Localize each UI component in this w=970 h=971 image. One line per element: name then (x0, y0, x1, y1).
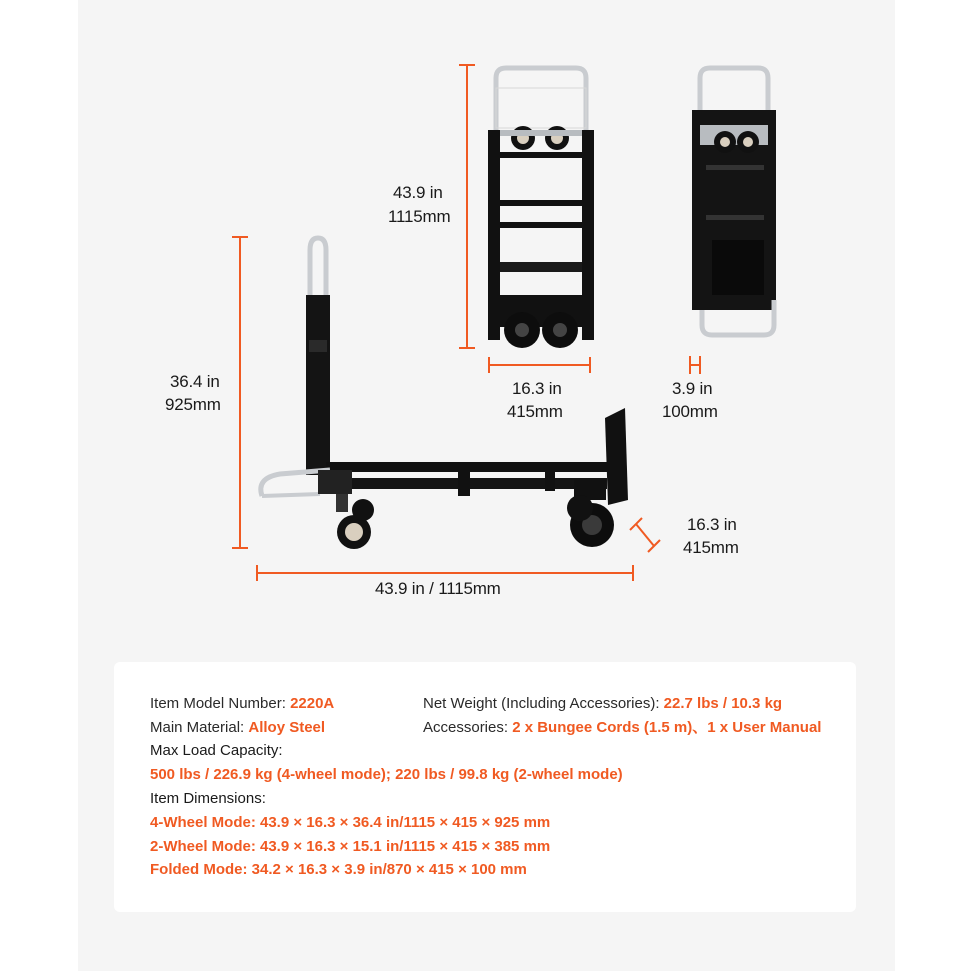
width-2wheel-in: 16.3 in (512, 379, 562, 398)
spec-load-value: 500 lbs / 226.9 kg (4-wheel mode); 220 lbs / 99.8 kg (2-wheel mode) (150, 766, 623, 783)
height-4wheel-in: 36.4 in (170, 372, 220, 391)
width-4wheel-mm: 415mm (683, 538, 739, 557)
cart-2-wheel-mode (488, 68, 594, 348)
spec-load-label: Max Load Capacity: (150, 742, 283, 759)
spec-model (150, 694, 334, 714)
depth-folded-mm: 100mm (662, 402, 718, 421)
dimension-lines (232, 65, 700, 581)
spec-material (150, 718, 325, 738)
spec-dims-folded: Folded Mode: 34.2 × 16.3 × 3.9 in/870 × 415 × 100 mm (150, 861, 527, 878)
spec-accessories-value: 2 x Bungee Cords (1.5 m)、1 x User Manual (512, 719, 822, 736)
length-4wheel: 43.9 in / 1115mm (375, 579, 501, 598)
depth-folded-in: 3.9 in (672, 379, 713, 398)
spec-dims-4wheel: 4-Wheel Mode: 43.9 × 16.3 × 36.4 in/1115 × 415 × 925 mm (150, 814, 551, 831)
spec-accessories-label: Accessories: (423, 719, 509, 736)
spec-model-value: 2220A (290, 695, 335, 712)
spec-material-value: Alloy Steel (248, 719, 326, 736)
width-4wheel-in: 16.3 in (687, 515, 737, 534)
height-2wheel-mm: 1115mm (388, 207, 451, 226)
spec-weight (423, 694, 782, 714)
spec-model-label: Item Model Number: (150, 695, 286, 712)
spec-weight-label: Net Weight (Including Accessories): (423, 695, 660, 712)
spec-material-label: Main Material: (150, 719, 245, 736)
spec-weight-value: 22.7 lbs / 10.3 kg (663, 695, 783, 712)
cart-folded-mode (692, 68, 776, 335)
spec-dims-2wheel: 2-Wheel Mode: 43.9 × 16.3 × 15.1 in/1115 × 415 × 385 mm (150, 838, 551, 855)
height-4wheel-mm: 925mm (165, 395, 221, 414)
width-2wheel-mm: 415mm (507, 402, 563, 421)
spec-card (114, 662, 856, 912)
spec-dims-label: Item Dimensions: (150, 790, 266, 807)
spec-accessories (423, 718, 821, 738)
height-2wheel-in: 43.9 in (393, 183, 443, 202)
cart-4-wheel-mode (261, 238, 628, 549)
